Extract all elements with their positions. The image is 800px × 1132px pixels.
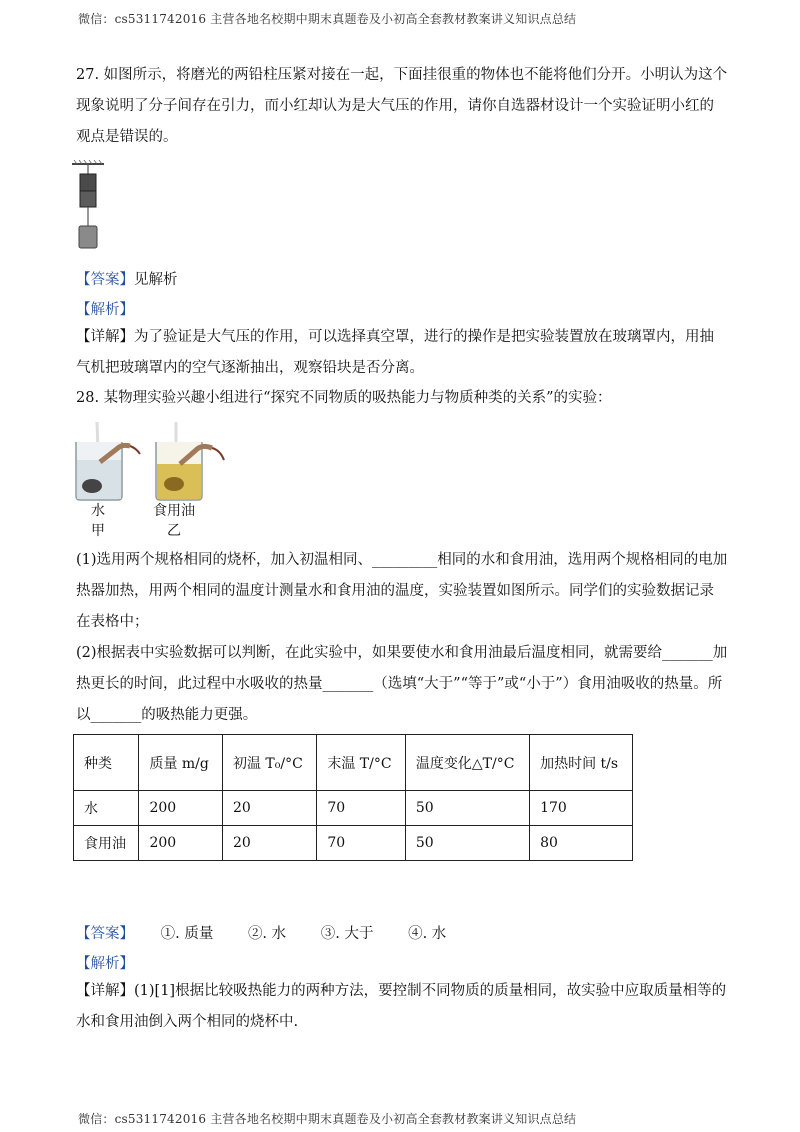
table-cell: 70 [317,826,406,861]
table-row [74,791,633,826]
q27-analysis-tag: 【解析】 [76,302,134,318]
q28-part1: (1)选用两个规格相同的烧杯，加入初温相同、_________相同的水和食用油，选用两个规格相同的电加热器加热，用两个相同的温度计测量水和食用油的温度，实验装置如图所示。同学们的实验数据记录在表格中； [76,552,728,630]
table-cell: 水 [74,791,139,826]
question-27-text: 27. 如图所示，将磨光的两铅柱压紧对接在一起，下面挂很重的物体也不能将他们分开。小明认为这个现象说明了分子间存在引力，而小红却认为是大气压的作用，请你自选器材设计一个实验证明小红的观点是错误的。 [76,67,728,145]
fig-label-oil: 食用油 [153,503,195,519]
answer-option: ③. 大于 [320,926,374,942]
question-28-intro: 28. 某物理实验兴趣小组进行“探究不同物质的吸热能力与物质种类的关系”的实验： [76,390,612,406]
q27-detail-text: 为了验证是大气压的作用，可以选择真空罩，进行的操作是把实验装置放在玻璃罩内，用抽气机把玻璃罩内的空气逐渐抽出，观察铅块是否分离。 [76,329,714,376]
answer-tag: 【答案】 [76,926,134,942]
detail-tag: 【详解】 [76,329,134,345]
fig-label-yi: 乙 [167,523,181,539]
answer-option: ①. 质量 [160,926,214,942]
lead-cylinders-figure [70,160,110,252]
q28-answer-line [76,922,476,943]
table-cell: 50 [405,791,529,826]
detail-tag: 【详解】 [76,983,134,999]
table-header-cell: 质量 m/g [139,735,223,791]
table-header-row [74,735,633,791]
table-header-cell: 末温 T/°C [317,735,406,791]
table-header-cell: 初温 T₀/°C [222,735,316,791]
table-header-cell: 温度变化△T/°C [405,735,529,791]
table-cell: 20 [222,826,316,861]
table-row [74,826,633,861]
table-header-cell: 种类 [74,735,139,791]
table-cell: 80 [530,826,633,861]
q28-part2: (2)根据表中实验数据可以判断，在此实验中，如果要使水和食用油最后温度相同，就需要给_______加热更长的时间，此过程中水吸收的热量_______（选填“大于”“等于”或“小于”）食用油吸收的热量。所以_______的吸热能力更强。 [76,645,728,723]
fig-label-water: 水 [91,503,105,519]
q28-analysis-tag: 【解析】 [76,956,134,972]
table-cell: 200 [139,791,223,826]
table-cell: 70 [317,791,406,826]
table-cell: 50 [405,826,529,861]
table-cell: 20 [222,791,316,826]
q27-detail [76,322,728,384]
fig-label-jia: 甲 [91,523,105,539]
q28-detail [76,976,728,1038]
table-cell: 170 [530,791,633,826]
answer-option: ②. 水 [247,926,287,942]
page-header: 微信：cs5311742016 主营各地名校期中期末真题卷及小初高全套教材教案讲义知识点总结 [78,12,577,26]
q27-answer: 见解析 [134,272,178,288]
answer-tag: 【答案】 [76,272,134,288]
table-cell: 食用油 [74,826,139,861]
q27-answer-line [76,268,178,289]
beakers-figure [70,420,250,502]
table-cell: 200 [139,826,223,861]
page-footer: 微信：cs5311742016 主营各地名校期中期末真题卷及小初高全套教材教案讲义知识点总结 [78,1112,577,1126]
q28-detail-text: (1)[1]根据比较吸热能力的两种方法，要控制不同物质的质量相同，故实验中应取质量相等的水和食用油倒入两个相同的烧杯中. [76,983,727,1030]
answer-option: ④. 水 [408,926,447,942]
data-table [73,734,633,861]
table-header-cell: 加热时间 t/s [530,735,633,791]
